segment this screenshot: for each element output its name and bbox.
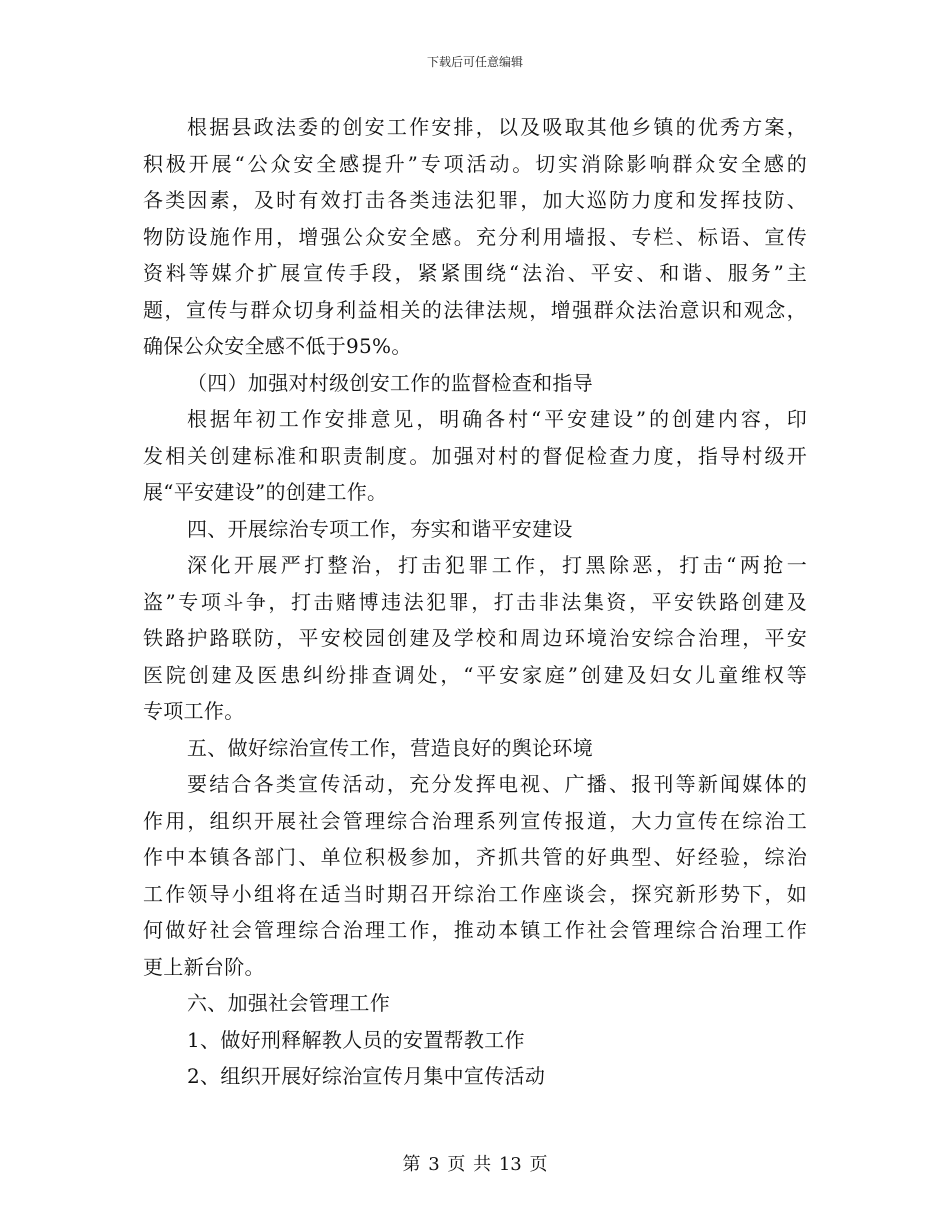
body-line: 工作领导小组将在适当时期召开综治工作座谈会，探究新形势下，如 xyxy=(143,881,807,906)
body-line: 专项工作。 xyxy=(143,699,245,723)
list-item: 2、组织开展好综治宣传月集中宣传活动 xyxy=(187,1064,546,1088)
section-heading: （四）加强对村级创安工作的监督检查和指导 xyxy=(187,370,593,395)
body-line: 积极开展“公众安全感提升”专项活动。切实消除影响群众安全感的 xyxy=(143,151,807,176)
body-line: 根据年初工作安排意见，明确各村“平安建设”的创建内容，印 xyxy=(187,407,807,431)
body-line: 展“平安建设”的创建工作。 xyxy=(143,480,388,504)
list-item: 1、做好刑释解教人员的安置帮教工作 xyxy=(187,1027,525,1052)
body-line: 盗”专项斗争，打击赌博违法犯罪，打击非法集资，平安铁路创建及 xyxy=(143,589,807,614)
page-header-note: 下载后可任意编辑 xyxy=(426,55,523,69)
body-line: 要结合各类宣传活动，充分发挥电视、广播、报刊等新闻媒体的 xyxy=(187,772,807,796)
document-body xyxy=(143,109,807,1095)
body-line: 深化开展严打整治，打击犯罪工作，打黑除恶，打击“两抢一 xyxy=(187,553,807,577)
body-line: 各类因素，及时有效打击各类违法犯罪，加大巡防力度和发挥技防、 xyxy=(143,188,807,212)
body-line: 发相关创建标准和职责制度。加强对村的督促检查力度，指导村级开 xyxy=(143,443,807,468)
section-heading: 四、开展综治专项工作，夯实和谐平安建设 xyxy=(187,516,573,541)
body-line: 确保公众安全感不低于95%。 xyxy=(143,334,412,358)
body-line: 物防设施作用，增强公众安全感。充分利用墙报、专栏、标语、宣传 xyxy=(143,224,807,249)
section-heading: 五、做好综治宣传工作，营造良好的舆论环境 xyxy=(187,735,593,760)
section-heading: 六、加强社会管理工作 xyxy=(187,991,390,1015)
body-line: 何做好社会管理综合治理工作，推动本镇工作社会管理综合治理工作 xyxy=(143,918,807,942)
body-line: 铁路护路联防，平安校园创建及学校和周边环境治安综合治理，平安 xyxy=(143,626,807,650)
body-line: 根据县政法委的创安工作安排，以及吸取其他乡镇的优秀方案， xyxy=(187,115,807,139)
body-line: 题，宣传与群众切身利益相关的法律法规，增强群众法治意识和观念， xyxy=(143,297,807,322)
body-line: 医院创建及医患纠纷排查调处，“平安家庭”创建及妇女儿童维权等 xyxy=(143,662,807,687)
body-line: 作用，组织开展社会管理综合治理系列宣传报道，大力宣传在综治工 xyxy=(143,808,807,833)
body-line: 作中本镇各部门、单位积极参加，齐抓共管的好典型、好经验，综治 xyxy=(143,845,807,869)
body-line: 资料等媒介扩展宣传手段，紧紧围绕“法治、平安、和谐、服务”主 xyxy=(143,261,807,285)
body-line: 更上新台阶。 xyxy=(143,954,265,979)
page-number: 第 3 页 共 13 页 xyxy=(402,1154,548,1175)
